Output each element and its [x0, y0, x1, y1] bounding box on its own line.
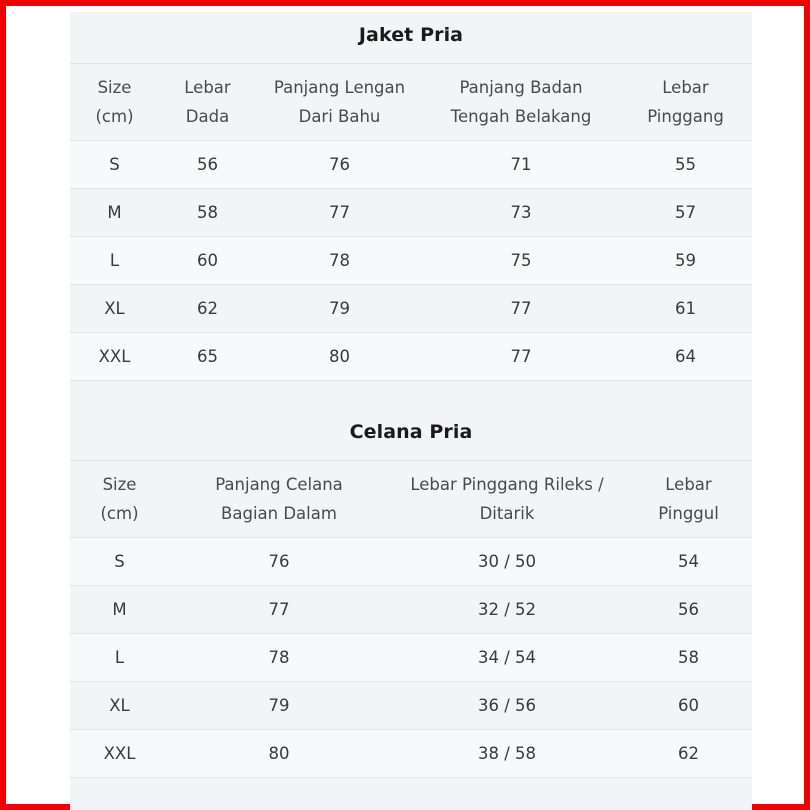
table-header-row: [70, 461, 752, 538]
size-cell: XL: [70, 682, 169, 730]
value-cell: 30 / 50: [389, 538, 625, 586]
size-cell: S: [70, 141, 159, 189]
value-cell: 65: [159, 333, 256, 381]
value-cell: 77: [423, 333, 619, 381]
value-cell: 73: [423, 189, 619, 237]
size-cell: XL: [70, 285, 159, 333]
jacket-size-table: [70, 63, 752, 381]
value-cell: 55: [619, 141, 752, 189]
size-cell: M: [70, 586, 169, 634]
table-row: [70, 730, 752, 778]
column-header-waist-width: Lebar Pinggang: [619, 64, 752, 141]
table-row: [70, 189, 752, 237]
value-cell: 58: [159, 189, 256, 237]
table-row: [70, 141, 752, 189]
value-cell: 56: [625, 586, 752, 634]
pants-size-table: [70, 460, 752, 778]
value-cell: 57: [619, 189, 752, 237]
value-cell: 59: [619, 237, 752, 285]
value-cell: 60: [625, 682, 752, 730]
value-cell: 60: [159, 237, 256, 285]
value-cell: 80: [256, 333, 423, 381]
column-header-inseam-length: Panjang Celana Bagian Dalam: [169, 461, 389, 538]
size-cell: L: [70, 634, 169, 682]
table-row: [70, 285, 752, 333]
value-cell: 32 / 52: [389, 586, 625, 634]
value-cell: 75: [423, 237, 619, 285]
column-header-sleeve-length: Panjang Lengan Dari Bahu: [256, 64, 423, 141]
value-cell: 54: [625, 538, 752, 586]
value-cell: 80: [169, 730, 389, 778]
value-cell: 38 / 58: [389, 730, 625, 778]
column-header-body-length: Panjang Badan Tengah Belakang: [423, 64, 619, 141]
value-cell: 76: [256, 141, 423, 189]
value-cell: 34 / 54: [389, 634, 625, 682]
value-cell: 56: [159, 141, 256, 189]
pants-title: Celana Pria: [349, 421, 473, 443]
size-cell: XXL: [70, 333, 159, 381]
value-cell: 61: [619, 285, 752, 333]
value-cell: 62: [625, 730, 752, 778]
value-cell: 62: [159, 285, 256, 333]
value-cell: 76: [169, 538, 389, 586]
table-row: [70, 333, 752, 381]
value-cell: 77: [169, 586, 389, 634]
size-cell: L: [70, 237, 159, 285]
size-chart-panel: [70, 12, 752, 810]
table-row: [70, 634, 752, 682]
column-header-hip-width: Lebar Pinggul: [625, 461, 752, 538]
table-row: [70, 586, 752, 634]
value-cell: 77: [256, 189, 423, 237]
table-header-row: [70, 64, 752, 141]
column-header-size: Size (cm): [70, 64, 159, 141]
table-row: [70, 682, 752, 730]
value-cell: 64: [619, 333, 752, 381]
column-header-waist-relaxed-stretched: Lebar Pinggang Rileks / Ditarik: [389, 461, 625, 538]
table-row: [70, 538, 752, 586]
column-header-size: Size (cm): [70, 461, 169, 538]
value-cell: 71: [423, 141, 619, 189]
value-cell: 58: [625, 634, 752, 682]
value-cell: 78: [256, 237, 423, 285]
value-cell: 79: [169, 682, 389, 730]
table-row: [70, 237, 752, 285]
value-cell: 36 / 56: [389, 682, 625, 730]
size-cell: XXL: [70, 730, 169, 778]
column-header-chest-width: Lebar Dada: [159, 64, 256, 141]
value-cell: 79: [256, 285, 423, 333]
size-cell: M: [70, 189, 159, 237]
value-cell: 78: [169, 634, 389, 682]
size-cell: S: [70, 538, 169, 586]
jacket-title: Jaket Pria: [358, 24, 464, 46]
value-cell: 77: [423, 285, 619, 333]
